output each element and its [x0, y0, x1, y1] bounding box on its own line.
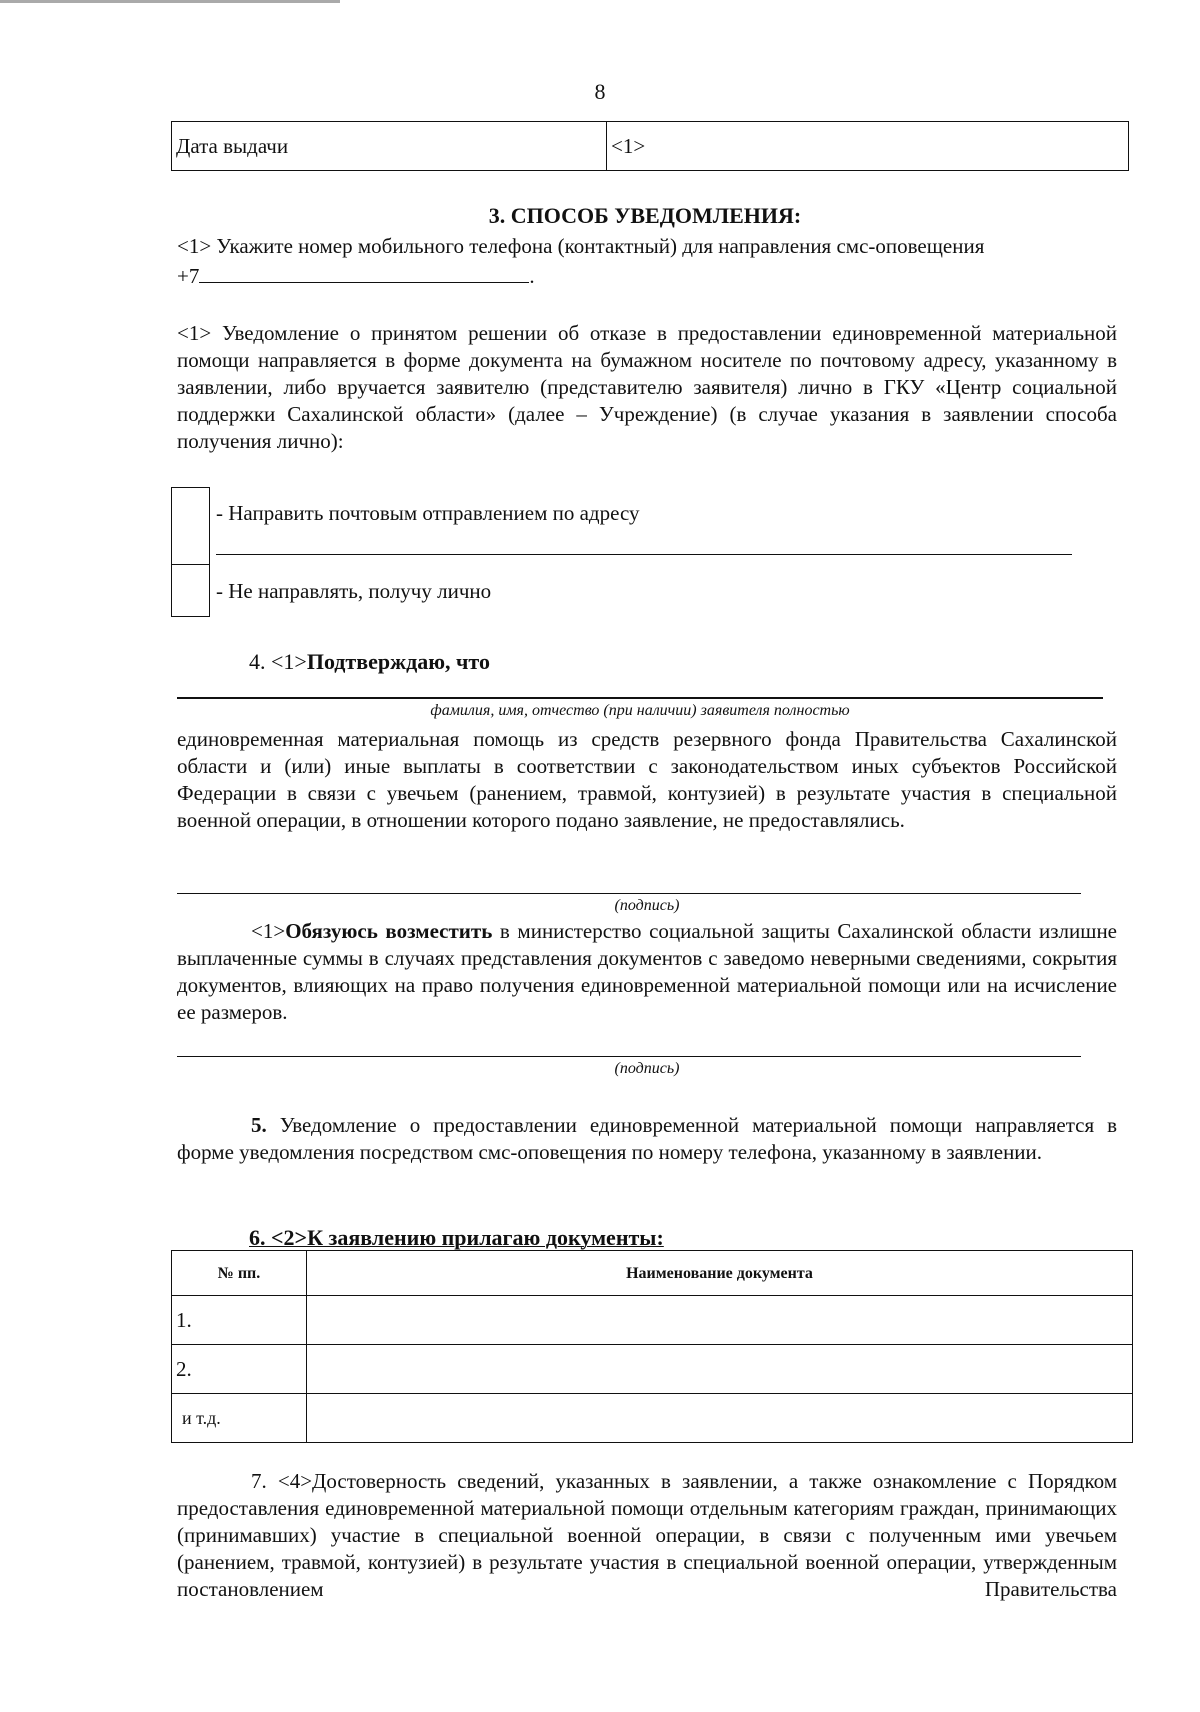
- applicant-name-input[interactable]: [177, 697, 1103, 699]
- obligation-paragraph: [177, 918, 1117, 1026]
- section-4-title-bold: Подтверждаю, что: [306, 649, 490, 674]
- table-row: [172, 1345, 1133, 1394]
- section-5-text: Уведомление о предоставлении единовременной материальной помощи направляется в форме уведомления посредством смс-оповещения по номеру телефона, указанному в заявлении.: [177, 1113, 1117, 1164]
- row-number: и т.д.: [172, 1394, 307, 1443]
- section-6-title: 6. <2>К заявлению прилагаю документы:: [249, 1225, 664, 1250]
- column-header-number: № пп.: [172, 1251, 307, 1296]
- option-in-person-checkbox[interactable]: [171, 564, 210, 617]
- table-row: [172, 1394, 1133, 1443]
- phone-instruction: <1> Укажите номер мобильного телефона (контактный) для направления смс-оповещения: [177, 234, 985, 258]
- table-row: [172, 1296, 1133, 1345]
- confirmation-paragraph: единовременная материальная помощь из средств резервного фонда Правительства Сахалинской области и (или) иные выплаты в соответствии с законодательством иных субъектов Российской Федерации в связи с увечьем (ранением, травмой, контузией) в результате участия в специальной военной операции, в отношении которого подано заявление, не предоставлялись.: [177, 727, 1117, 832]
- table-header-row: [172, 1251, 1133, 1296]
- section-4-title: [249, 648, 490, 675]
- obligation-text: в министерство социальной защиты Сахалинской области излишне выплаченные суммы в случаях представления документов с заведомо неверными сведениями, сокрытия документов, влияющих на право получения единовременной материальной помощи или на исчисление ее размеров.: [177, 919, 1117, 1024]
- address-input[interactable]: [216, 538, 1072, 555]
- applicant-name-caption: фамилия, имя, отчество (при наличии) заявителя полностью: [430, 702, 850, 719]
- section-5-paragraph: [177, 1112, 1117, 1166]
- scan-edge-mark: [0, 0, 340, 3]
- obligation-bold: Обязуюсь возместить: [285, 919, 493, 943]
- phone-end: .: [529, 264, 535, 288]
- section-7-paragraph: 7. <4>Достоверность сведений, указанных в заявлении, а также ознакомление с Порядком предоставления единовременной материальной помощи отдельным категориям граждан, принимающих (принимавших) участие в специальной военной операции, в связи с полученным ими увечьем (ранением, травмой, контузией) в результате участия в специальной военной операции, утвержденным постановлением Правительства: [177, 1469, 1117, 1601]
- phone-line: [177, 262, 535, 290]
- signature-caption-1: (подпись): [614, 897, 680, 914]
- signature-line-2[interactable]: [177, 1056, 1081, 1057]
- section-3-title: 3. СПОСОБ УВЕДОМЛЕНИЯ:: [488, 203, 802, 228]
- document-name-cell[interactable]: [307, 1296, 1133, 1345]
- section-5-number: 5.: [251, 1113, 267, 1137]
- refusal-notice-paragraph: <1> Уведомление о принятом решении об отказе в предоставлении единовременной материальной помощи направляется в форме документа на бумажном носителе по почтовому адресу, указанному в заявлении, либо вручается заявителю (представителю заявителя) лично в ГКУ «Центр социальной поддержки Сахалинской области» (далее – Учреждение) (в случае указания в заявлении способа получения лично):: [177, 321, 1117, 453]
- document-name-cell[interactable]: [307, 1394, 1133, 1443]
- row-number: 1.: [172, 1296, 307, 1345]
- column-header-document-name: Наименование документа: [307, 1251, 1133, 1296]
- obligation-prefix: <1>: [251, 919, 286, 943]
- signature-caption-2: (подпись): [614, 1060, 680, 1077]
- document-name-cell[interactable]: [307, 1345, 1133, 1394]
- signature-line-1[interactable]: [177, 893, 1081, 894]
- option-mail-checkbox[interactable]: [171, 487, 210, 566]
- issue-date-value[interactable]: <1>: [607, 122, 1129, 171]
- phone-input[interactable]: [199, 262, 529, 283]
- phone-prefix: +7: [177, 264, 200, 288]
- table-row: [172, 122, 1129, 171]
- section-4-number: 4. <1>: [249, 649, 307, 674]
- documents-table: [171, 1250, 1133, 1443]
- issue-date-label: Дата выдачи: [172, 122, 607, 171]
- option-in-person-label: - Не направлять, получу лично: [216, 579, 492, 603]
- page-number: 8: [594, 79, 606, 104]
- row-number: 2.: [172, 1345, 307, 1394]
- option-mail-label: - Направить почтовым отправлением по адресу: [216, 501, 640, 525]
- issue-date-table: [171, 121, 1129, 171]
